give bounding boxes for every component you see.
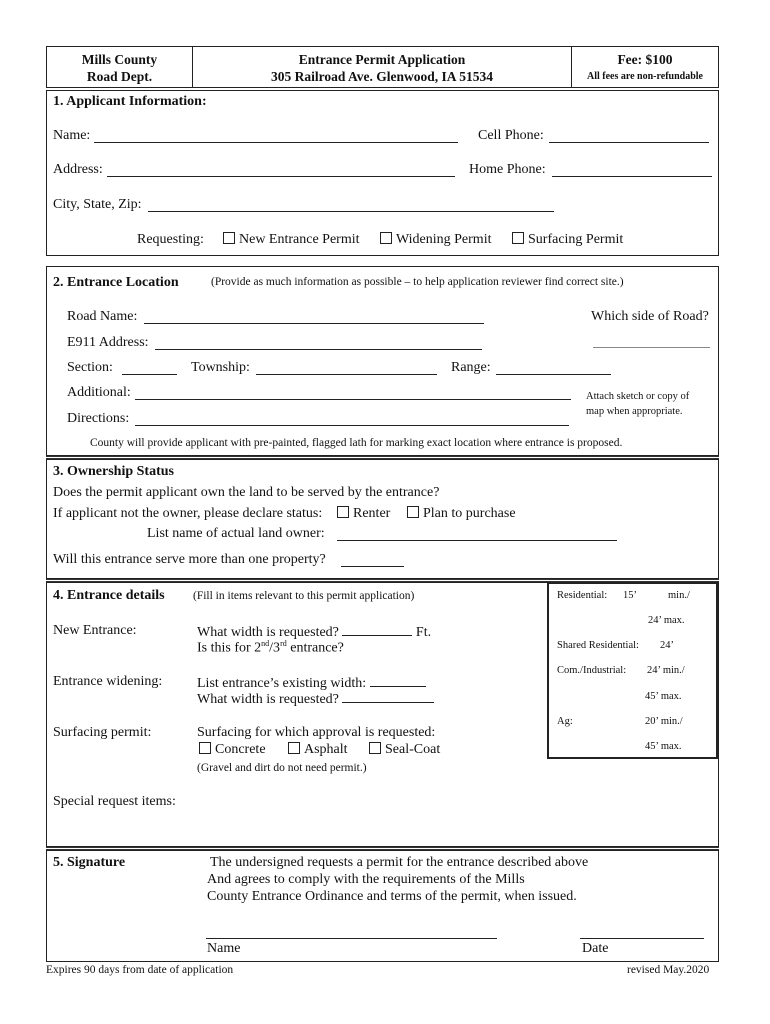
address-field[interactable] (107, 164, 455, 177)
location-note: (Provide as much information as possible – to help application reviewer find correct site.) (211, 276, 624, 288)
checkbox-icon[interactable] (407, 506, 419, 518)
new-entrance-label: New Entrance: (53, 623, 137, 638)
widening-label: Entrance widening: (53, 674, 163, 689)
multi-property-field[interactable] (341, 554, 404, 567)
land-owner-label: List name of actual land owner: (147, 526, 325, 541)
e911-label: E911 Address: (67, 335, 149, 350)
option-label: Widening Permit (396, 232, 492, 247)
signature-text-2: And agrees to comply with the requirements of the Mills (207, 872, 525, 887)
commercial-max: 45’ max. (645, 691, 682, 702)
signature-date-label: Date (582, 941, 609, 956)
option-label: Concrete (215, 742, 266, 757)
checkbox-icon[interactable] (223, 232, 235, 244)
commercial-label: Com./Industrial: (557, 665, 627, 676)
superscript-nd: nd (261, 639, 270, 648)
section-label: Section: (67, 360, 113, 375)
existing-width-field[interactable] (370, 674, 426, 687)
option-label: Surfacing Permit (528, 232, 624, 247)
road-name-field[interactable] (144, 311, 484, 324)
home-phone-field[interactable] (552, 164, 712, 177)
multi-property-question: Will this entrance serve more than one property? (53, 552, 326, 567)
own-land-question: Does the permit applicant own the land to be served by the entrance? (53, 485, 440, 500)
header-fee (571, 46, 719, 88)
entrance-number-question (197, 639, 344, 657)
additional-label: Additional: (67, 385, 131, 400)
township-label: Township: (191, 360, 250, 375)
directions-label: Directions: (67, 411, 130, 426)
requested-width-field[interactable] (342, 690, 434, 703)
name-signature-field[interactable] (206, 938, 497, 939)
option-label: Plan to purchase (423, 506, 516, 521)
ag-min: 20’ min./ (645, 716, 683, 727)
option-new-entrance[interactable] (223, 232, 360, 248)
option-plan-purchase[interactable] (407, 506, 516, 522)
owner-status-question: If applicant not the owner, please declare status: (53, 506, 323, 521)
unit-ft: Ft. (415, 625, 432, 640)
section-3-title: 3. Ownership Status (53, 464, 174, 479)
ag-label: Ag: (557, 716, 573, 727)
org-dept: Road Dept. (86, 69, 153, 84)
header-org (46, 46, 193, 88)
cell-phone-field[interactable] (549, 130, 709, 143)
revised-note: revised May.2020 (627, 964, 710, 976)
question-text: List entrance’s existing width: (197, 676, 367, 691)
option-label: Seal-Coat (385, 742, 441, 757)
special-request-label: Special request items: (53, 794, 176, 809)
ag-max: 45’ max. (645, 741, 682, 752)
option-surfacing[interactable] (512, 232, 623, 248)
checkbox-icon[interactable] (288, 742, 300, 754)
side-of-road-label: Which side of Road? (591, 309, 709, 324)
checkbox-icon[interactable] (512, 232, 524, 244)
section-4-title: 4. Entrance details (53, 588, 165, 603)
residential-min: 15’ (623, 590, 637, 601)
county-note: County will provide applicant with pre-painted, flagged lath for marking exact location where entrance is proposed. (90, 437, 623, 449)
checkbox-icon[interactable] (199, 742, 211, 754)
section-5-title: 5. Signature (53, 855, 126, 870)
land-owner-field[interactable] (337, 528, 617, 541)
side-of-road-field[interactable] (593, 347, 710, 348)
directions-field[interactable] (135, 413, 569, 426)
surfacing-question: Surfacing for which approval is requested: (197, 725, 436, 740)
city-field[interactable] (148, 199, 554, 212)
option-label: Renter (353, 506, 391, 521)
road-name-label: Road Name: (67, 309, 138, 324)
expires-note: Expires 90 days from date of application (46, 964, 234, 976)
attach-note-2: map when appropriate. (586, 406, 683, 417)
option-asphalt[interactable] (288, 742, 348, 758)
signature-text-1: The undersigned requests a permit for the entrance described above (210, 855, 589, 870)
name-field[interactable] (94, 130, 458, 143)
section-field[interactable] (122, 362, 177, 375)
checkbox-icon[interactable] (380, 232, 392, 244)
section-2-title: 2. Entrance Location (53, 275, 179, 290)
surfacing-label: Surfacing permit: (53, 725, 152, 740)
question-text: What width is requested? (197, 625, 339, 640)
range-field[interactable] (496, 362, 611, 375)
residential-max: 24’ max. (648, 615, 685, 626)
shared-label: Shared Residential: (557, 640, 639, 651)
city-label: City, State, Zip: (53, 197, 142, 212)
checkbox-icon[interactable] (369, 742, 381, 754)
superscript-rd: rd (280, 639, 287, 648)
new-width-field[interactable] (342, 623, 412, 636)
residential-min-label: min./ (668, 590, 690, 601)
range-label: Range: (451, 360, 491, 375)
form-address: 305 Railroad Ave. Glenwood, IA 51534 (271, 69, 493, 84)
additional-field[interactable] (135, 387, 571, 400)
e911-field[interactable] (155, 337, 482, 350)
question-text: What width is requested? (197, 692, 339, 707)
home-phone-label: Home Phone: (469, 162, 546, 177)
gravel-note: (Gravel and dirt do not need permit.) (197, 762, 367, 774)
township-field[interactable] (256, 362, 437, 375)
org-name: Mills County (81, 52, 158, 67)
option-widening[interactable] (380, 232, 491, 248)
checkbox-icon[interactable] (337, 506, 349, 518)
name-label: Name: (53, 128, 91, 143)
requesting-label: Requesting: (137, 232, 204, 247)
option-label: New Entrance Permit (239, 232, 360, 247)
question-text: Is this for 2 (197, 640, 262, 656)
fee-note: All fees are non-refundable (586, 71, 703, 82)
option-sealcoat[interactable] (369, 742, 440, 758)
attach-note-1: Attach sketch or copy of (586, 391, 690, 402)
commercial-min: 24’ min./ (647, 665, 685, 676)
date-field[interactable] (580, 938, 704, 939)
cell-phone-label: Cell Phone: (478, 128, 544, 143)
shared-value: 24’ (660, 640, 674, 651)
option-concrete[interactable] (199, 742, 266, 758)
fee-amount: Fee: $100 (617, 52, 673, 67)
section-location (46, 266, 719, 456)
section-1-title: 1. Applicant Information: (53, 94, 207, 109)
residential-label: Residential: (557, 590, 608, 601)
requested-width-question (197, 690, 434, 708)
header-title (192, 46, 572, 88)
option-renter[interactable] (337, 506, 390, 522)
form-title: Entrance Permit Application (298, 52, 466, 67)
signature-text-3: County Entrance Ordinance and terms of the permit, when issued. (207, 889, 577, 904)
details-note: (Fill in items relevant to this permit application) (193, 590, 415, 602)
signature-name-label: Name (207, 941, 241, 956)
address-label: Address: (53, 162, 103, 177)
question-text: /3 (269, 640, 281, 656)
option-label: Asphalt (304, 742, 348, 757)
question-text: entrance? (286, 640, 344, 656)
